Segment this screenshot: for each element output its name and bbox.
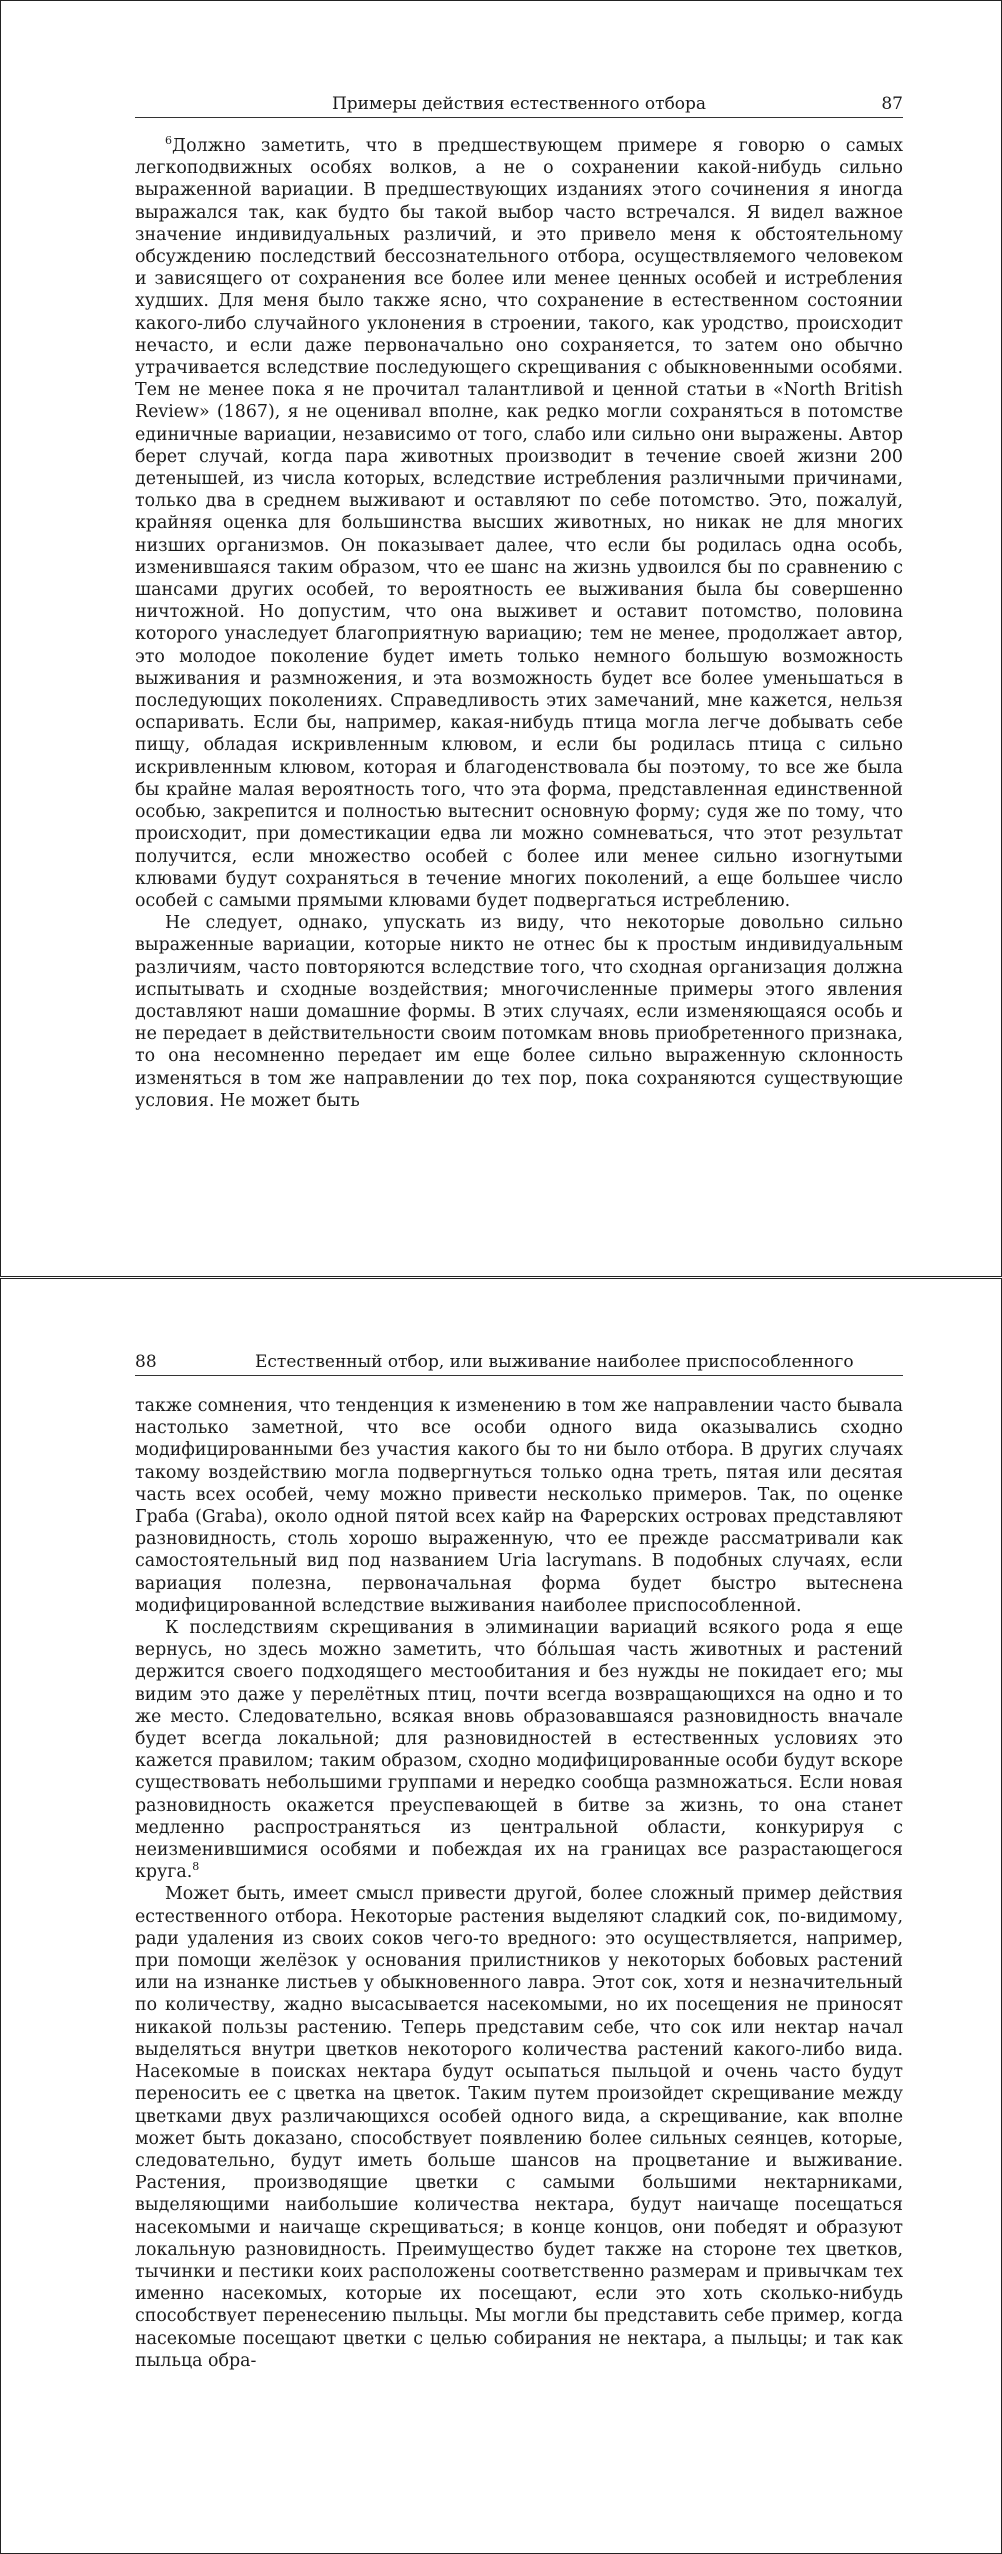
paragraph-text: Не следует, однако, упускать из виду, что некоторые довольно сильно выраженные вариации, которые никто не отнес бы к простым индивидуальным различиям, часто повторяются вследствие того, что сходная организация должна испытывать и сходные воздействия; многочисленные примеры этого явления доставляют наши домашние формы. В этих случаях, если изменяющаяся особь и не передает в действительности своим потомкам вновь приобретенного признака, то она несомненно передает им еще более сильно выраженную склонность изменяться в том же направлении до тех пор, пока сохраняются существующие условия. Не может быть bbox=[135, 913, 903, 1111]
paragraph-text: К последствиям скрещивания в элиминации вариаций всякого рода я еще вернусь, но здесь можно заметить, что бóльшая часть животных и растений держится своего подходящего местообитания и без нужды не покидает его; мы видим это даже у перелётных птиц, почти всегда возвращающихся на одно и то же место. Следовательно, всякая вновь образовавшаяся разновидность вначале будет всегда локальной; для разновидностей в естественных условиях это кажется правилом; таким образом, сходно модифицированные особи будут вскоре существовать небольшими группами и нередко сообща размножаться. Если новая разновидность окажется преуспевающей в битве за жизнь, то она станет медленно распространяться из центральной области, конкурируя с неизменившимися особями и побеждая их на границах все разрастающегося круга. bbox=[135, 1618, 903, 1883]
paragraph bbox=[135, 1395, 903, 1617]
body-text bbox=[135, 1395, 903, 2372]
page-number: 88 bbox=[135, 1352, 157, 1372]
paragraph-text: Должно заметить, что в предшествующем примере я говорю о самых легкоподвижных особях волков, а не о сохранении какой-нибудь сильно выраженной вариации. В предшествующих изданиях этого сочинения я иногда выражался так, как будто бы такой выбор часто встречался. Я видел важное значение индивидуальных различий, и это привело меня к обстоятельному обсуждению последствий бессознательного отбора, осуществляемого человеком и зависящего от сохранения все более или менее ценных особей и истребления худших. Для меня было также ясно, что сохранение в естественном состоянии какого-либо случайного уклонения в строении, такого, как уродство, происходит нечасто, и если даже первоначально оно сохраняется, то затем оно обычно утрачивается вследствие последующего скрещивания с обыкновенными особями. Тем не менее пока я не прочитал талантливой и ценной статьи в «North British Review» (1867), я не оценивал вполне, как редко могли сохраняться в потомстве единичные вариации, независимо от того, слабо или сильно они выражены. Автор берет случай, когда пара животных производит в течение своей жизни 200 детенышей, из числа которых, вследствие истребления различными причинами, только два в среднем выживают и оставляют по себе потомство. Это, пожалуй, крайняя оценка для большинства высших животных, но никак не для многих низших организмов. Он показывает далее, что если бы родилась одна особь, изменившаяся таким образом, что ее шанс на жизнь удвоился бы по сравнению с шансами других особей, то вероятность ее выживания была бы совершенно ничтожной. Но допустим, что она выживет и оставит потомство, половина которого унаследует благоприятную вариацию; тем не менее, продолжает автор, это молодое поколение будет иметь только немного большую возможность выживания и размножения, и эта возможность будет все более уменьшаться в последующих поколениях. Справедливость этих замечаний, мне кажется, нельзя оспаривать. Если бы, например, какая-нибудь птица могла легче добывать себе пищу, обладая искривленным клювом, и если бы родилась птица с сильно искривленным клювом, которая и благоденствовала бы поэтому, то все же была бы крайне малая вероятность того, что эта форма, представленная единственной особью, закрепится и полностью вытеснит основную форму; судя же по тому, что происходит, при доместикации едва ли можно сомневаться, что этот результат получится, если множество особей с более или менее сильно изогнутыми клювами будут сохраняться в течение многих поколений, а еще большее число особей с самыми прямыми клювами будет подвергаться истреблению. bbox=[135, 136, 903, 911]
note-marker: 6 bbox=[165, 134, 172, 148]
page-88 bbox=[0, 1278, 1002, 2554]
running-head bbox=[135, 91, 903, 118]
footnote-reference: 8 bbox=[192, 1860, 200, 1874]
paragraph bbox=[135, 912, 903, 1112]
page-number: 87 bbox=[881, 94, 903, 114]
paragraph-text: Может быть, имеет смысл привести другой, более сложный пример действия естественного отбора. Некоторые растения выделяют сладкий сок, по-видимому, ради удаления из своих соков чего-то вредного: это осуществляется, например, при помощи желёзок у основания прилистников у некоторых бобовых растений или на изнанке листьев у обыкновенного лавра. Этот сок, хотя и незначительный по количеству, жадно высасывается насекомыми, но их посещения не приносят никакой пользы растению. Теперь представим себе, что сок или нектар начал выделяться внутри цветков некоторого количества растений какого-либо вида. Насекомые в поисках нектара будут осыпаться пыльцой и очень часто будут переносить ее с цветка на цветок. Таким путем произойдет скрещивание между цветками двух различающихся особей одного вида, а скрещивание, как вполне может быть доказано, способствует появлению более сильных сеянцев, которые, следовательно, будут иметь больше шансов на процветание и выживание. Растения, производящие цветки с самыми большими нектарниками, выделяющими наибольшие количества нектара, будут наичаще посещаться насекомыми и наичаще скрещиваться; в конце концов, они победят и образуют локальную разновидность. Преимущество будет также на стороне тех цветков, тычинки и пестики коих расположены соответственно размерам и привычкам тех именно насекомых, которые их посещают, если это хоть сколько-нибудь способствует перенесению пыльцы. Мы могли бы представить себе пример, когда насекомые посещают цветки с целью собирания не нектара, а пыльцы; и так как пыльца обра- bbox=[135, 1884, 903, 2371]
running-title: Примеры действия естественного отбора bbox=[331, 94, 707, 114]
body-text bbox=[135, 135, 903, 1112]
paragraph bbox=[135, 1883, 903, 2371]
paragraph-text: также сомнения, что тенденция к изменению в том же направлении часто бывала настолько заметной, что все особи одного вида оказывались сходно модифицированными без участия какого бы то ни было отбора. В других случаях такому воздействию могла подвергнуться только одна треть, пятая или десятая часть всех особей, чему можно привести несколько примеров. Так, по оценке Граба (Graba), около одной пятой всех кайр на Фарерских островах представляют разновидность, столь хорошо выраженную, что ее прежде рассматривали как самостоятельный вид под названием Uria lacrymans. В подобных случаях, если вариация полезна, первоначальная форма будет быстро вытеснена модифицированной вследствие выживания наиболее приспособленной. bbox=[135, 1396, 903, 1616]
footnote-paragraph bbox=[135, 135, 903, 912]
running-head bbox=[135, 1349, 903, 1376]
running-title: Естественный отбор, или выживание наиболее приспособленного bbox=[255, 1352, 854, 1372]
paragraph bbox=[135, 1617, 903, 1883]
